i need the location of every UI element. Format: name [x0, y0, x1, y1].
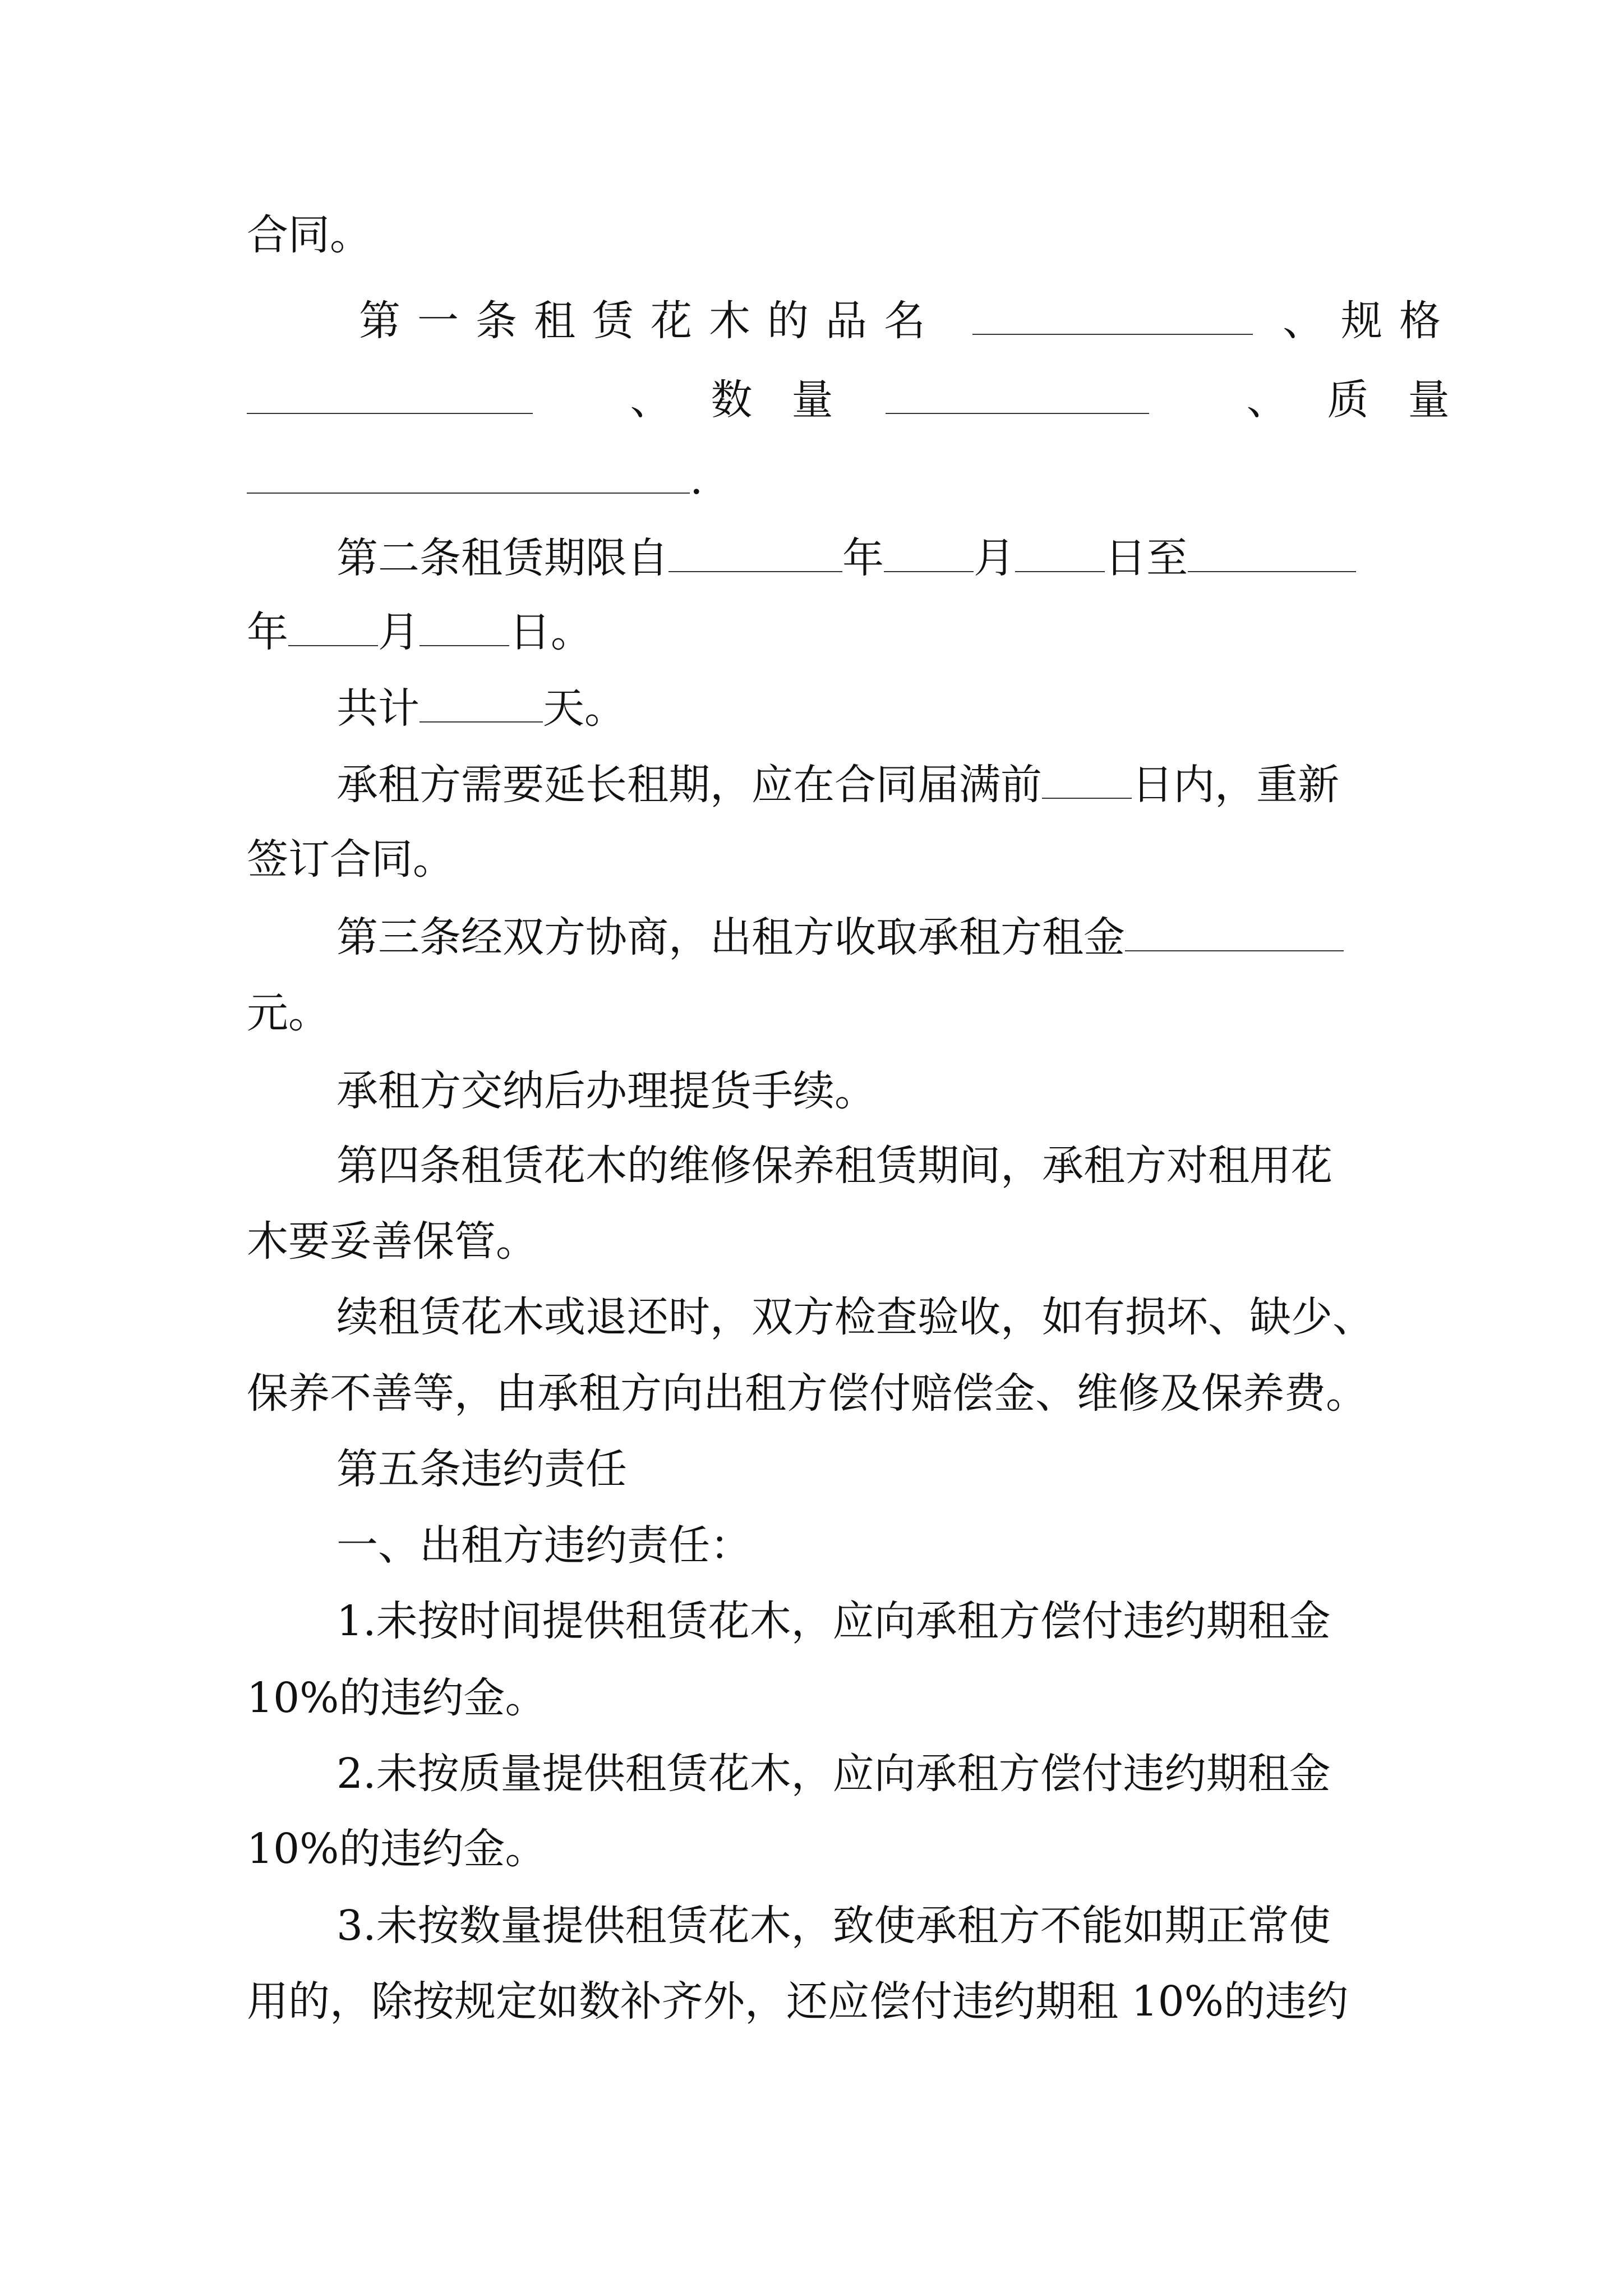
- doc-line: 10%的违约金。: [247, 1825, 547, 1873]
- line-text: 承租方需要延长租期，应在合同届满前: [336, 761, 1042, 809]
- line-text: 第一条租赁花木的品名: [359, 297, 942, 345]
- doc-line: 10%的违约金。: [247, 1674, 547, 1722]
- doc-line: [247, 455, 703, 504]
- doc-line: 1.未按时间提供租赁花木，应向承租方偿付违约期租金: [336, 1597, 1331, 1645]
- doc-line: [247, 376, 1489, 424]
- line-text: 第三条经双方协商，出租方收取承租方租金: [336, 913, 1125, 961]
- line-text: 日至: [1105, 534, 1188, 582]
- blank-quantity: [886, 380, 1149, 414]
- blank-total-days: [419, 688, 543, 723]
- blank-product-name: [972, 301, 1253, 335]
- blank-rent-amount: [1125, 917, 1344, 951]
- doc-line: [359, 297, 1458, 345]
- doc-line: 第四条租赁花木的维修保养租赁期间，承租方对租用花: [336, 1142, 1332, 1190]
- blank-start-month: [884, 538, 974, 572]
- line-text: 日内，重新: [1132, 761, 1339, 809]
- blank-end-day: [419, 612, 509, 646]
- doc-line: 木要妥善保管。: [247, 1217, 537, 1266]
- blank-end-year: [1188, 538, 1356, 572]
- doc-line: 承租方交纳后办理提货手续。: [336, 1067, 876, 1115]
- doc-line: 元。: [247, 989, 330, 1037]
- blank-start-year: [668, 538, 842, 572]
- line-text: .: [690, 455, 703, 504]
- line-text: 、规格: [1283, 297, 1458, 345]
- line-text: 、质量: [1246, 376, 1489, 424]
- doc-line: [247, 608, 592, 656]
- blank-specification: [247, 380, 533, 414]
- doc-line: [336, 913, 1344, 961]
- doc-line: 一、出租方违约责任：: [336, 1521, 751, 1570]
- line-text: 第二条租赁期限自: [336, 534, 668, 582]
- doc-line: 3.未按数量提供租赁花木，致使承租方不能如期正常使: [336, 1902, 1331, 1950]
- doc-line: [336, 534, 1356, 582]
- doc-line: 第五条违约责任: [336, 1445, 627, 1493]
- line-text: 、数量: [630, 376, 873, 424]
- doc-line: 合同。: [247, 211, 371, 259]
- doc-line: 用的，除按规定如数补齐外，还应偿付违约期租 10%的违约: [247, 1977, 1348, 2026]
- line-text: 月: [974, 534, 1015, 582]
- line-text: 年: [842, 534, 884, 582]
- doc-line: [336, 761, 1339, 809]
- doc-line: 签订合同。: [247, 835, 454, 884]
- doc-line: 保养不善等，由承租方向出租方偿付赔偿金、维修及保养费。: [247, 1369, 1367, 1418]
- line-text: 日。: [509, 608, 592, 656]
- doc-line: [336, 684, 626, 733]
- doc-line: 2.未按质量提供租赁花木，应向承租方偿付违约期租金: [336, 1750, 1331, 1798]
- line-text: 年: [247, 608, 288, 656]
- line-text: 月: [378, 608, 419, 656]
- blank-start-day: [1015, 538, 1105, 572]
- blank-quality: [247, 459, 690, 494]
- doc-line: 续租赁花木或退还时，双方检查验收，如有损坏、缺少、: [336, 1293, 1374, 1341]
- blank-renewal-days: [1042, 765, 1132, 799]
- line-text: 共计: [336, 684, 419, 733]
- blank-end-month: [288, 612, 378, 646]
- line-text: 天。: [543, 684, 626, 733]
